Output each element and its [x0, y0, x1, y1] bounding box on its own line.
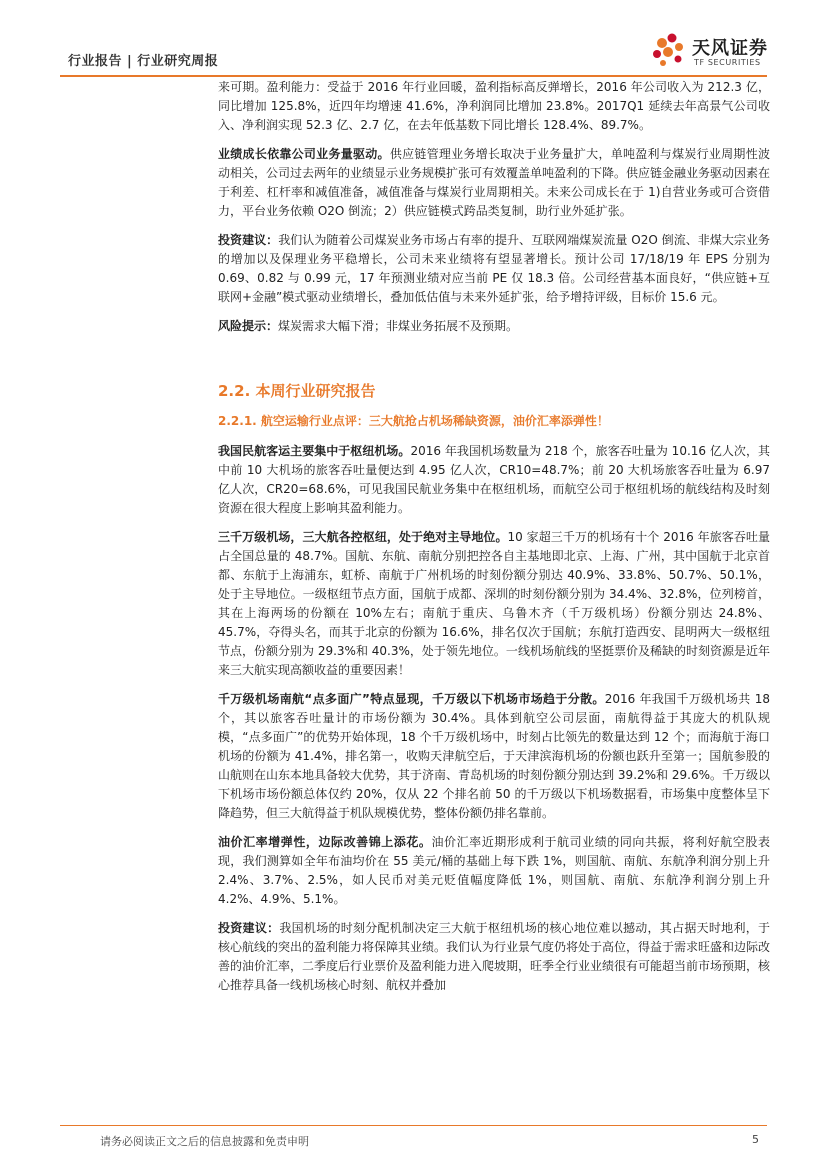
subsection-title: 2.2.1. 航空运输行业点评：三大航抢占机场稀缺资源，油价汇率添弹性！: [218, 414, 609, 428]
paragraph-lead: 油价汇率增弹性，边际改善锦上添花。: [218, 835, 432, 849]
paragraph-lead: 三千万级机场，三大航各控枢纽，处于绝对主导地位。: [218, 530, 508, 544]
paragraph-profitability: 来可期。盈利能力：受益于 2016 年行业回暖，盈利指标高反弹增长，2016 年公司收入为 212.3 亿，同比增加 125.8%，近四年均增速 41.6%，净利润同比增加 23.8%。2017Q1 延续去年高景气公司收入、净利润实现 52.3 亿、2.7 亿，在去年低基数下同比增长 128.4%、89.7%。: [218, 80, 770, 132]
paragraph-growth-drivers: 业绩成长依靠公司业务量驱动。供应链管理业务增长取决于业务量扩大，单吨盈利与煤炭行业周期性波动相关，公司过去两年的业绩显示业务规模扩张可有效覆盖单吨盈利的下降。供应链金融业务驱动因素在于利差、杠杆率和减值准备，减值准备与煤炭行业周期相关。未来公司成长在于 1)自营业务或可合资借力，平台业务依赖 O2O 倒流；2）供应链模式跨品类复制，助行业外延扩张。: [218, 147, 771, 218]
report-type-label: 行业报告 | 行业研究周报: [68, 54, 219, 69]
paragraph-risk-warning: 风险提示：煤炭需求大幅下滑；非煤业务拓展不及预期。: [218, 319, 519, 333]
paragraph-lead: 千万级机场南航“点多面广”特点显现，千万级以下机场市场趋于分散。: [218, 692, 605, 706]
tf-logo-icon: [648, 30, 688, 70]
paragraph-lead: 投资建议：: [218, 921, 280, 935]
footer-disclaimer: 请务必阅读正文之后的信息披露和免责申明: [100, 1135, 309, 1148]
footer-divider: [60, 1125, 767, 1126]
paragraph-lead: 业绩成长依靠公司业务量驱动。: [218, 147, 390, 161]
paragraph-investment-advice: 投资建议：我们认为随着公司煤炭业务市场占有率的提升、互联网端煤炭流量 O2O 倒流、非煤大宗业务的增加以及保理业务平稳增长，公司未来业绩将有望显著增长。预计公司 17/18/19 年 EPS 分别为 0.69、0.82 与 0.99 元，17 年预测业绩对应当前 PE 仅 18.3 倍。公司经营基本面良好，“供应链+互联网+金融”模式驱动业绩增长，叠加低估值与未来外延扩张，给予增持评级，目标价 15.6 元。: [218, 233, 770, 304]
paragraph-airline-investment-advice: 投资建议：我国机场的时刻分配机制决定三大航于枢纽机场的核心地位难以撼动，其占据天时地利，于核心航线的突出的盈利能力将保障其业绩。我们认为行业景气度仍将处于高位，得益于需求旺盛和边际改善的油价汇率，二季度后行业票价及盈利能力进入爬坡期，旺季全行业业绩很有可能超当前市场预期，核心推荐具备一线机场核心时刻、航权并叠加: [218, 921, 771, 992]
paragraph-lead: 风险提示：: [218, 319, 279, 333]
paragraph-hub-airports: 我国民航客运主要集中于枢纽机场。2016 年我国机场数量为 218 个，旅客吞吐量为 10.16 亿人次，其中前 10 大机场的旅客吞吐量便达到 4.95 亿人次，CR10=48.7%；前 20 大机场旅客吞吐量为 6.97 亿人次，CR20=68.6%，可见我国民航业务集中在枢纽机场，而航空公司于枢纽机场的航线结构及时刻资源在很大程度上影响其盈利能力。: [218, 444, 770, 515]
paragraph-lead: 投资建议：: [218, 233, 279, 247]
header-divider: [60, 75, 767, 77]
page-number: 5: [752, 1133, 759, 1146]
paragraph-oil-fx: 油价汇率增弹性，边际改善锦上添花。油价汇率近期形成利于航司业绩的同向共振，将利好航空股表现，我们测算如全年布油均价在 55 美元/桶的基础上每下跌 1%，则国航、南航、东航净利润分别上升 2.4%、3.7%、2.5%，如人民币对美元贬值幅度降低 1%，则国航、南航、东航净利润分别上升 4.2%、4.9%、5.1%。: [218, 835, 770, 906]
report-body: [218, 78, 770, 1005]
company-logo: [648, 28, 778, 72]
logo-text-en: TF SECURITIES: [694, 58, 761, 67]
paragraph-ten-million-airports: 千万级机场南航“点多面广”特点显现，千万级以下机场市场趋于分散。2016 年我国千万级机场共 18 个，其以旅客吞吐量计的市场份额为 30.4%。具体到航空公司层面，南航得益于其庞大的机队规模，“点多面广”的优势开始体现，18 个千万级机场中，时刻占比领先的数量达到 12 个；而海航于海口机场的份额为 41.4%，排名第一，收购天津航空后，于天津滨海机场的份额也跃升至第一；国航参股的山航则在山东本地具备较大优势，其于济南、青岛机场的时刻份额分别达到 39.2%和 29.6%。千万级以下机场市场份额总体仅约 20%，仅从 22 个排名前 50 的千万级以下机场数据看，市场集中度整体呈下降趋势，但三大航得益于机队规模优势，整体份额仍排名靠前。: [218, 692, 770, 820]
logo-text-cn: 天风证券: [692, 38, 768, 59]
section-title: 2.2. 本周行业研究报告: [218, 382, 376, 400]
paragraph-lead: 我国民航客运主要集中于枢纽机场。: [218, 444, 411, 458]
paragraph-major-airports: 三千万级机场，三大航各控枢纽，处于绝对主导地位。10 家超三千万的机场有十个 2016 年旅客吞吐量占全国总量的 48.7%。国航、东航、南航分别把控各自主基地即北京、上海、广州，其中国航于北京首都、东航于上海浦东，虹桥、南航于广州机场的时刻份额分别达 40.9%、33.8%、50.7%、50.1%，处于主导地位。一级枢纽节点方面，国航于成都、深圳的时刻份额分别为 34.4%、32.8%，位列榜首，其在上海两场的份额在 10%左右；南航于重庆、乌鲁木齐（千万级机场）份额分别达 24.8%、45.7%，夺得头名，而其于北京的份额为 16.6%，排名仅次于国航；东航打造西安、昆明两大一级枢纽节点，份额分别为 29.3%和 40.3%，处于领先地位。一线机场航线的坚挺票价及稀缺的时刻资源是近年来三大航实现高额收益的重要因素！: [218, 530, 770, 677]
